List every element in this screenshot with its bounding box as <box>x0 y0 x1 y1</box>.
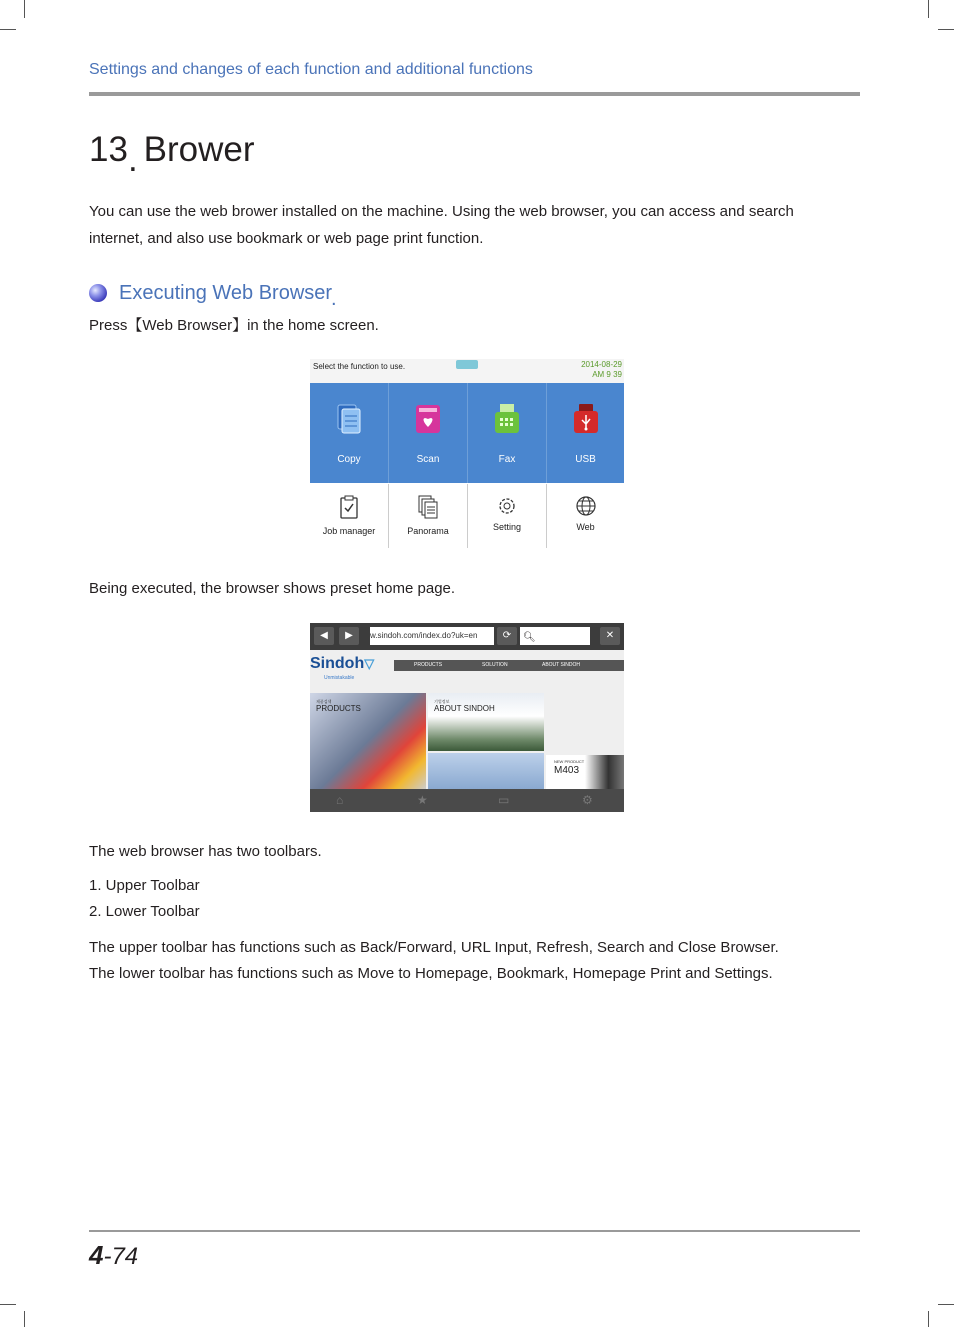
page-number: 4-74 <box>89 1240 139 1270</box>
tile-panorama[interactable] <box>389 484 468 548</box>
title-text: Brower <box>143 130 255 169</box>
globe-icon <box>575 495 597 517</box>
tile-label: Scan <box>416 454 440 465</box>
list-item: 2. Lower Toolbar <box>89 903 200 920</box>
section-heading: Executing Web Browser. <box>89 279 337 307</box>
step-press-web-browser: Press【Web Browser】in the home screen. <box>89 317 379 334</box>
crop-mark <box>24 1311 25 1327</box>
tile-setting[interactable] <box>468 484 547 548</box>
close-browser-button[interactable]: ✕ <box>600 627 620 645</box>
tile-label: USB <box>575 454 596 465</box>
crop-mark <box>938 1304 954 1305</box>
copy-icon <box>336 403 362 435</box>
tile-label: Setting <box>492 522 522 532</box>
menu-item[interactable]: ABOUT SINDOH <box>542 662 580 668</box>
header-rule <box>89 92 860 96</box>
intro-line: You can use the web brower installed on the machine. Using the web browser, you can access and search <box>89 203 794 220</box>
crop-mark <box>928 1311 929 1327</box>
print-icon[interactable]: ▭ <box>498 793 510 807</box>
tile-copy[interactable] <box>310 383 389 483</box>
crop-mark <box>928 0 929 18</box>
browser-screen-figure <box>310 623 624 812</box>
sindoh-logo: Sindoh▽ <box>310 655 375 672</box>
sky-panel <box>428 753 544 789</box>
home-time: AM 9 39 <box>592 370 622 379</box>
desc-line: The upper toolbar has functions such as Back/Forward, URL Input, Refresh, Search and Close Browser. <box>89 939 779 956</box>
section-title: Executing Web Browser <box>119 281 331 304</box>
forward-button[interactable]: ▶ <box>339 627 359 645</box>
search-icon: 🔍︎ <box>523 632 536 643</box>
site-menu <box>394 660 624 671</box>
menu-handle-icon <box>456 360 478 369</box>
tile-label: Panorama <box>407 526 449 536</box>
tile-label: Job manager <box>322 526 376 536</box>
toolbar-description <box>89 935 779 987</box>
refresh-button[interactable]: ⟳ <box>497 627 517 645</box>
panel-title: M403 <box>554 765 580 776</box>
toolbars-intro: The web browser has two toolbars. <box>89 843 322 860</box>
footer-rule <box>89 1230 860 1232</box>
fax-icon <box>494 403 520 435</box>
settings-gear-icon[interactable]: ⚙︎ <box>582 793 593 807</box>
bullet-icon <box>89 284 107 302</box>
menu-item[interactable]: SOLUTION <box>482 662 508 668</box>
products-panel[interactable]: 제품검색 PRODUCTS <box>310 693 426 789</box>
menu-item[interactable]: PRODUCTS <box>414 662 443 668</box>
clipboard-check-icon <box>340 495 358 519</box>
new-product-panel[interactable]: NEW PRODUCT M403 <box>546 755 624 789</box>
upper-toolbar <box>310 623 624 650</box>
intro-paragraph <box>89 198 794 252</box>
desc-line: The lower toolbar has functions such as Move to Homepage, Bookmark, Homepage Print and Settings. <box>89 965 773 982</box>
usb-icon <box>573 403 599 435</box>
tile-usb[interactable] <box>547 383 624 483</box>
tile-label: Copy <box>337 454 361 465</box>
title-number: 13 <box>89 130 128 169</box>
crop-mark <box>24 0 25 18</box>
back-button[interactable]: ◀ <box>314 627 334 645</box>
panel-title: PRODUCTS <box>316 704 361 713</box>
search-input[interactable] <box>520 627 590 645</box>
url-input[interactable]: w.sindoh.com/index.do?uk=en <box>370 627 494 645</box>
intro-line: internet, and also use bookmark or web page print function. <box>89 230 484 247</box>
crop-mark <box>938 29 954 30</box>
crop-mark <box>0 29 16 30</box>
bookmark-star-icon[interactable]: ★ <box>417 793 428 807</box>
home-message: Select the function to use. <box>313 362 406 371</box>
documents-icon <box>418 495 438 519</box>
list-item: 1. Upper Toolbar <box>89 877 200 894</box>
running-header: Settings and changes of each function and additional functions <box>89 61 533 78</box>
home-icon[interactable]: ⌂ <box>336 793 344 807</box>
home-date: 2014-08-29 <box>581 360 622 369</box>
crop-mark <box>0 1304 16 1305</box>
tile-scan[interactable] <box>389 383 468 483</box>
panel-title: ABOUT SINDOH <box>434 704 495 713</box>
tile-job-manager[interactable] <box>310 484 389 548</box>
tile-label: Web <box>576 522 595 532</box>
logo-tagline: Unmistakable <box>324 675 355 681</box>
tile-web[interactable] <box>547 484 624 548</box>
scan-icon <box>415 403 441 435</box>
home-status-bar <box>310 359 624 384</box>
lower-toolbar <box>310 789 624 812</box>
gear-icon <box>496 495 518 517</box>
step-browser-home-page: Being executed, the browser shows preset home page. <box>89 580 456 597</box>
page-title: 13. Brower <box>89 130 255 179</box>
about-panel[interactable]: 기업정보 ABOUT SINDOH <box>428 693 544 751</box>
toolbar-list <box>89 873 200 925</box>
tile-label: Fax <box>498 454 516 465</box>
tile-fax[interactable] <box>468 383 547 483</box>
home-screen-figure <box>310 359 624 548</box>
